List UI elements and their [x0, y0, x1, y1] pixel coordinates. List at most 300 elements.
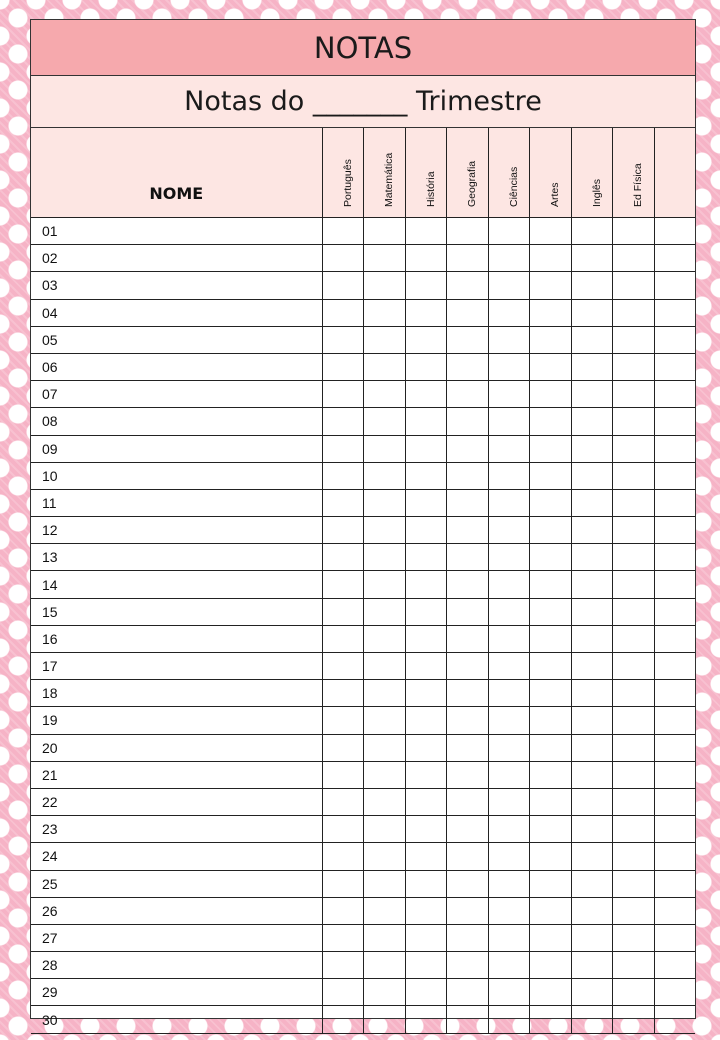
grade-cell[interactable] — [488, 598, 529, 625]
grade-cell[interactable] — [322, 544, 363, 571]
grade-cell[interactable] — [654, 353, 695, 380]
student-number-cell[interactable]: 03 — [31, 272, 322, 299]
grade-cell[interactable] — [612, 489, 654, 516]
grade-cell[interactable] — [446, 272, 488, 299]
grade-cell[interactable] — [446, 952, 488, 979]
grade-cell[interactable] — [405, 653, 446, 680]
grade-cell[interactable] — [571, 462, 612, 489]
grade-cell[interactable] — [405, 870, 446, 897]
student-number-cell[interactable]: 17 — [31, 653, 322, 680]
grade-cell[interactable] — [322, 218, 363, 245]
grade-cell[interactable] — [363, 544, 405, 571]
grade-cell[interactable] — [571, 381, 612, 408]
grade-cell[interactable] — [446, 1006, 488, 1033]
grade-cell[interactable] — [446, 489, 488, 516]
grade-cell[interactable] — [529, 843, 571, 870]
grade-cell[interactable] — [322, 489, 363, 516]
grade-cell[interactable] — [488, 816, 529, 843]
grade-cell[interactable] — [446, 218, 488, 245]
grade-cell[interactable] — [488, 353, 529, 380]
grade-cell[interactable] — [612, 435, 654, 462]
grade-cell[interactable] — [446, 788, 488, 815]
grade-cell[interactable] — [488, 299, 529, 326]
grade-cell[interactable] — [405, 462, 446, 489]
grade-cell[interactable] — [363, 326, 405, 353]
grade-cell[interactable] — [488, 680, 529, 707]
grade-cell[interactable] — [571, 299, 612, 326]
grade-cell[interactable] — [322, 1006, 363, 1033]
grade-cell[interactable] — [571, 897, 612, 924]
grade-cell[interactable] — [405, 544, 446, 571]
grade-cell[interactable] — [363, 299, 405, 326]
grade-cell[interactable] — [363, 843, 405, 870]
grade-cell[interactable] — [446, 680, 488, 707]
grade-cell[interactable] — [363, 435, 405, 462]
student-number-cell[interactable]: 13 — [31, 544, 322, 571]
grade-cell[interactable] — [571, 680, 612, 707]
grade-cell[interactable] — [529, 408, 571, 435]
grade-cell[interactable] — [363, 517, 405, 544]
grade-cell[interactable] — [446, 761, 488, 788]
grade-cell[interactable] — [488, 979, 529, 1006]
grade-cell[interactable] — [529, 707, 571, 734]
grade-cell[interactable] — [363, 462, 405, 489]
grade-cell[interactable] — [322, 517, 363, 544]
student-number-cell[interactable]: 02 — [31, 245, 322, 272]
grade-cell[interactable] — [488, 897, 529, 924]
student-number-cell[interactable]: 01 — [31, 218, 322, 245]
grade-cell[interactable] — [405, 761, 446, 788]
grade-cell[interactable] — [571, 245, 612, 272]
grade-cell[interactable] — [654, 653, 695, 680]
grade-cell[interactable] — [654, 517, 695, 544]
grade-cell[interactable] — [571, 734, 612, 761]
grade-cell[interactable] — [488, 571, 529, 598]
grade-cell[interactable] — [322, 625, 363, 652]
grade-cell[interactable] — [612, 245, 654, 272]
student-number-cell[interactable]: 27 — [31, 924, 322, 951]
grade-cell[interactable] — [612, 571, 654, 598]
grade-cell[interactable] — [405, 707, 446, 734]
grade-cell[interactable] — [322, 734, 363, 761]
grade-cell[interactable] — [654, 272, 695, 299]
grade-cell[interactable] — [488, 653, 529, 680]
grade-cell[interactable] — [322, 680, 363, 707]
grade-cell[interactable] — [571, 870, 612, 897]
grade-cell[interactable] — [405, 435, 446, 462]
grade-cell[interactable] — [529, 653, 571, 680]
grade-cell[interactable] — [322, 272, 363, 299]
grade-cell[interactable] — [654, 598, 695, 625]
grade-cell[interactable] — [612, 843, 654, 870]
grade-cell[interactable] — [571, 843, 612, 870]
grade-cell[interactable] — [654, 544, 695, 571]
student-number-cell[interactable]: 14 — [31, 571, 322, 598]
grade-cell[interactable] — [612, 326, 654, 353]
grade-cell[interactable] — [612, 816, 654, 843]
grade-cell[interactable] — [363, 218, 405, 245]
grade-cell[interactable] — [405, 979, 446, 1006]
student-number-cell[interactable]: 07 — [31, 381, 322, 408]
grade-cell[interactable] — [322, 299, 363, 326]
grade-cell[interactable] — [446, 625, 488, 652]
grade-cell[interactable] — [446, 979, 488, 1006]
grade-cell[interactable] — [654, 924, 695, 951]
grade-cell[interactable] — [571, 598, 612, 625]
grade-cell[interactable] — [612, 598, 654, 625]
grade-cell[interactable] — [488, 788, 529, 815]
grade-cell[interactable] — [363, 408, 405, 435]
grade-cell[interactable] — [612, 381, 654, 408]
grade-cell[interactable] — [612, 218, 654, 245]
grade-cell[interactable] — [654, 245, 695, 272]
grade-cell[interactable] — [488, 381, 529, 408]
grade-cell[interactable] — [488, 218, 529, 245]
grade-cell[interactable] — [322, 598, 363, 625]
grade-cell[interactable] — [654, 326, 695, 353]
grade-cell[interactable] — [446, 924, 488, 951]
grade-cell[interactable] — [654, 734, 695, 761]
grade-cell[interactable] — [529, 816, 571, 843]
grade-cell[interactable] — [571, 218, 612, 245]
grade-cell[interactable] — [446, 381, 488, 408]
grade-cell[interactable] — [612, 870, 654, 897]
grade-cell[interactable] — [529, 788, 571, 815]
grade-cell[interactable] — [612, 734, 654, 761]
grade-cell[interactable] — [654, 462, 695, 489]
grade-cell[interactable] — [654, 816, 695, 843]
grade-cell[interactable] — [322, 707, 363, 734]
grade-cell[interactable] — [405, 952, 446, 979]
student-number-cell[interactable]: 10 — [31, 462, 322, 489]
student-number-cell[interactable]: 08 — [31, 408, 322, 435]
grade-cell[interactable] — [405, 897, 446, 924]
grade-cell[interactable] — [446, 816, 488, 843]
grade-cell[interactable] — [571, 816, 612, 843]
student-number-cell[interactable]: 28 — [31, 952, 322, 979]
student-number-cell[interactable]: 24 — [31, 843, 322, 870]
grade-cell[interactable] — [612, 353, 654, 380]
grade-cell[interactable] — [446, 326, 488, 353]
student-number-cell[interactable]: 26 — [31, 897, 322, 924]
student-number-cell[interactable]: 09 — [31, 435, 322, 462]
grade-cell[interactable] — [612, 788, 654, 815]
grade-cell[interactable] — [654, 489, 695, 516]
grade-cell[interactable] — [612, 625, 654, 652]
grade-cell[interactable] — [488, 544, 529, 571]
grade-cell[interactable] — [405, 218, 446, 245]
student-number-cell[interactable]: 16 — [31, 625, 322, 652]
grade-cell[interactable] — [571, 408, 612, 435]
grade-cell[interactable] — [363, 952, 405, 979]
grade-cell[interactable] — [529, 218, 571, 245]
grade-cell[interactable] — [363, 707, 405, 734]
grade-cell[interactable] — [612, 653, 654, 680]
grade-cell[interactable] — [363, 979, 405, 1006]
grade-cell[interactable] — [529, 924, 571, 951]
grade-cell[interactable] — [446, 462, 488, 489]
grade-cell[interactable] — [529, 952, 571, 979]
grade-cell[interactable] — [654, 843, 695, 870]
grade-cell[interactable] — [488, 707, 529, 734]
grade-cell[interactable] — [363, 653, 405, 680]
grade-cell[interactable] — [612, 544, 654, 571]
student-number-cell[interactable]: 22 — [31, 788, 322, 815]
grade-cell[interactable] — [529, 272, 571, 299]
grade-cell[interactable] — [571, 625, 612, 652]
grade-cell[interactable] — [405, 571, 446, 598]
grade-cell[interactable] — [654, 625, 695, 652]
grade-cell[interactable] — [529, 544, 571, 571]
grade-cell[interactable] — [322, 761, 363, 788]
grade-cell[interactable] — [488, 924, 529, 951]
grade-cell[interactable] — [405, 1006, 446, 1033]
grade-cell[interactable] — [612, 517, 654, 544]
grade-cell[interactable] — [612, 272, 654, 299]
grade-cell[interactable] — [488, 734, 529, 761]
grade-cell[interactable] — [488, 952, 529, 979]
grade-cell[interactable] — [488, 625, 529, 652]
grade-cell[interactable] — [405, 381, 446, 408]
grade-cell[interactable] — [529, 761, 571, 788]
grade-cell[interactable] — [488, 245, 529, 272]
grade-cell[interactable] — [488, 761, 529, 788]
grade-cell[interactable] — [654, 299, 695, 326]
grade-cell[interactable] — [571, 979, 612, 1006]
grade-cell[interactable] — [612, 761, 654, 788]
student-number-cell[interactable]: 21 — [31, 761, 322, 788]
grade-cell[interactable] — [571, 272, 612, 299]
grade-cell[interactable] — [363, 245, 405, 272]
grade-cell[interactable] — [654, 408, 695, 435]
grade-cell[interactable] — [571, 353, 612, 380]
grade-cell[interactable] — [612, 924, 654, 951]
grade-cell[interactable] — [571, 517, 612, 544]
grade-cell[interactable] — [654, 870, 695, 897]
grade-cell[interactable] — [571, 788, 612, 815]
grade-cell[interactable] — [322, 816, 363, 843]
grade-cell[interactable] — [446, 571, 488, 598]
grade-cell[interactable] — [529, 979, 571, 1006]
grade-cell[interactable] — [322, 897, 363, 924]
grade-cell[interactable] — [446, 408, 488, 435]
student-number-cell[interactable]: 30 — [31, 1006, 322, 1033]
grade-cell[interactable] — [322, 653, 363, 680]
student-number-cell[interactable]: 15 — [31, 598, 322, 625]
grade-cell[interactable] — [363, 598, 405, 625]
grade-cell[interactable] — [571, 761, 612, 788]
grade-cell[interactable] — [405, 924, 446, 951]
student-number-cell[interactable]: 06 — [31, 353, 322, 380]
grade-cell[interactable] — [405, 625, 446, 652]
grade-cell[interactable] — [612, 299, 654, 326]
grade-cell[interactable] — [654, 761, 695, 788]
grade-cell[interactable] — [446, 245, 488, 272]
grade-cell[interactable] — [571, 1006, 612, 1033]
grade-cell[interactable] — [488, 489, 529, 516]
grade-cell[interactable] — [488, 272, 529, 299]
grade-cell[interactable] — [488, 408, 529, 435]
grade-cell[interactable] — [405, 326, 446, 353]
grade-cell[interactable] — [405, 680, 446, 707]
grade-cell[interactable] — [654, 788, 695, 815]
grade-cell[interactable] — [446, 598, 488, 625]
grade-cell[interactable] — [488, 517, 529, 544]
grade-cell[interactable] — [571, 707, 612, 734]
student-number-cell[interactable]: 23 — [31, 816, 322, 843]
grade-cell[interactable] — [363, 680, 405, 707]
grade-cell[interactable] — [446, 897, 488, 924]
student-number-cell[interactable]: 25 — [31, 870, 322, 897]
grade-cell[interactable] — [612, 707, 654, 734]
grade-cell[interactable] — [446, 843, 488, 870]
grade-cell[interactable] — [571, 326, 612, 353]
grade-cell[interactable] — [322, 843, 363, 870]
grade-cell[interactable] — [529, 870, 571, 897]
grade-cell[interactable] — [322, 381, 363, 408]
grade-cell[interactable] — [363, 924, 405, 951]
grade-cell[interactable] — [363, 788, 405, 815]
grade-cell[interactable] — [529, 517, 571, 544]
grade-cell[interactable] — [529, 598, 571, 625]
grade-cell[interactable] — [529, 381, 571, 408]
grade-cell[interactable] — [446, 299, 488, 326]
grade-cell[interactable] — [363, 734, 405, 761]
grade-cell[interactable] — [363, 353, 405, 380]
grade-cell[interactable] — [529, 489, 571, 516]
grade-cell[interactable] — [405, 489, 446, 516]
grade-cell[interactable] — [446, 707, 488, 734]
student-number-cell[interactable]: 18 — [31, 680, 322, 707]
grade-cell[interactable] — [322, 870, 363, 897]
student-number-cell[interactable]: 29 — [31, 979, 322, 1006]
grade-cell[interactable] — [363, 625, 405, 652]
grade-cell[interactable] — [405, 272, 446, 299]
grade-cell[interactable] — [529, 353, 571, 380]
grade-cell[interactable] — [654, 707, 695, 734]
grade-cell[interactable] — [612, 1006, 654, 1033]
student-number-cell[interactable]: 19 — [31, 707, 322, 734]
grade-cell[interactable] — [322, 326, 363, 353]
grade-cell[interactable] — [446, 734, 488, 761]
grade-cell[interactable] — [488, 435, 529, 462]
grade-cell[interactable] — [571, 952, 612, 979]
grade-cell[interactable] — [446, 353, 488, 380]
grade-cell[interactable] — [322, 408, 363, 435]
grade-cell[interactable] — [529, 245, 571, 272]
grade-cell[interactable] — [529, 435, 571, 462]
student-number-cell[interactable]: 20 — [31, 734, 322, 761]
grade-cell[interactable] — [529, 571, 571, 598]
grade-cell[interactable] — [363, 897, 405, 924]
grade-cell[interactable] — [571, 653, 612, 680]
grade-cell[interactable] — [322, 435, 363, 462]
grade-cell[interactable] — [405, 299, 446, 326]
grade-cell[interactable] — [405, 843, 446, 870]
grade-cell[interactable] — [488, 870, 529, 897]
grade-cell[interactable] — [322, 979, 363, 1006]
grade-cell[interactable] — [654, 680, 695, 707]
grade-cell[interactable] — [322, 462, 363, 489]
grade-cell[interactable] — [612, 408, 654, 435]
grade-cell[interactable] — [612, 680, 654, 707]
grade-cell[interactable] — [322, 924, 363, 951]
grade-cell[interactable] — [612, 897, 654, 924]
grade-cell[interactable] — [654, 897, 695, 924]
student-number-cell[interactable]: 11 — [31, 489, 322, 516]
grade-cell[interactable] — [571, 571, 612, 598]
grade-cell[interactable] — [322, 353, 363, 380]
grade-cell[interactable] — [529, 462, 571, 489]
grade-cell[interactable] — [405, 245, 446, 272]
student-number-cell[interactable]: 12 — [31, 517, 322, 544]
grade-cell[interactable] — [446, 544, 488, 571]
grade-cell[interactable] — [654, 218, 695, 245]
grade-cell[interactable] — [363, 761, 405, 788]
grade-cell[interactable] — [529, 326, 571, 353]
grade-cell[interactable] — [488, 462, 529, 489]
grade-cell[interactable] — [654, 571, 695, 598]
grade-cell[interactable] — [612, 979, 654, 1006]
grade-cell[interactable] — [571, 435, 612, 462]
grade-cell[interactable] — [446, 435, 488, 462]
grade-cell[interactable] — [571, 489, 612, 516]
grade-cell[interactable] — [446, 653, 488, 680]
grade-cell[interactable] — [654, 381, 695, 408]
grade-cell[interactable] — [322, 571, 363, 598]
grade-cell[interactable] — [405, 353, 446, 380]
grade-cell[interactable] — [654, 435, 695, 462]
grade-cell[interactable] — [405, 734, 446, 761]
grade-cell[interactable] — [571, 544, 612, 571]
grade-cell[interactable] — [405, 788, 446, 815]
student-number-cell[interactable]: 04 — [31, 299, 322, 326]
grade-cell[interactable] — [612, 462, 654, 489]
student-number-cell[interactable]: 05 — [31, 326, 322, 353]
grade-cell[interactable] — [363, 381, 405, 408]
grade-cell[interactable] — [529, 897, 571, 924]
grade-cell[interactable] — [488, 843, 529, 870]
grade-cell[interactable] — [322, 788, 363, 815]
grade-cell[interactable] — [571, 924, 612, 951]
grade-cell[interactable] — [529, 680, 571, 707]
grade-cell[interactable] — [654, 952, 695, 979]
grade-cell[interactable] — [529, 734, 571, 761]
grade-cell[interactable] — [405, 408, 446, 435]
grade-cell[interactable] — [322, 952, 363, 979]
grade-cell[interactable] — [612, 952, 654, 979]
grade-cell[interactable] — [363, 489, 405, 516]
grade-cell[interactable] — [405, 517, 446, 544]
grade-cell[interactable] — [363, 571, 405, 598]
grade-cell[interactable] — [529, 625, 571, 652]
grade-cell[interactable] — [654, 979, 695, 1006]
grade-cell[interactable] — [488, 326, 529, 353]
grade-cell[interactable] — [529, 299, 571, 326]
grade-cell[interactable] — [446, 517, 488, 544]
grade-cell[interactable] — [405, 598, 446, 625]
grade-cell[interactable] — [405, 816, 446, 843]
grade-cell[interactable] — [363, 816, 405, 843]
grade-cell[interactable] — [322, 245, 363, 272]
grade-cell[interactable] — [446, 870, 488, 897]
grade-cell[interactable] — [363, 1006, 405, 1033]
grade-cell[interactable] — [529, 1006, 571, 1033]
grade-cell[interactable] — [488, 1006, 529, 1033]
grade-cell[interactable] — [363, 870, 405, 897]
grade-cell[interactable] — [654, 1006, 695, 1033]
grade-cell[interactable] — [363, 272, 405, 299]
